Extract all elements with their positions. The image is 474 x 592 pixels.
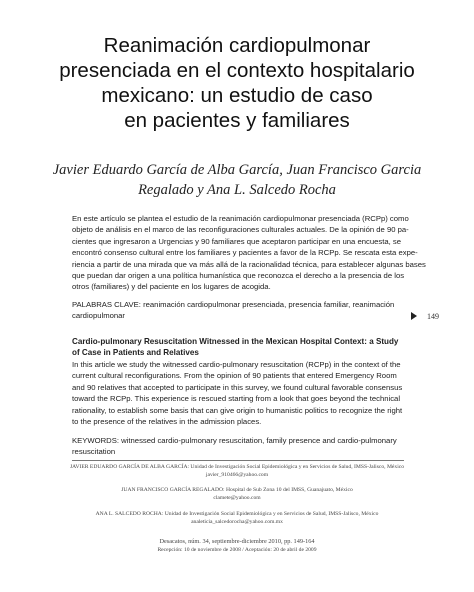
affiliation-email: javier_910466@yahoo.com	[205, 472, 269, 478]
abstract-line: toward the RCPp. This experience is rescued starting from a look that goes beyond the technical	[72, 394, 401, 404]
abstract-line: to the presence of the relatives in the admission places.	[72, 417, 262, 427]
abstract-line: objeto de análisis en el marco de las reconfiguraciones culturales actuales. De la opinión de 90 pa-	[72, 225, 409, 235]
keywords-line: cardiopulmonar	[72, 311, 125, 321]
authors-line: Regalado y Ana L. Salcedo Rocha	[138, 182, 336, 198]
journal-dates: Recepción: 10 de noviembre de 2008 / Aceptación: 20 de abril de 2009	[157, 547, 317, 553]
affiliation-1	[40, 463, 434, 479]
page-marker-triangle-icon	[411, 312, 417, 320]
journal-info	[40, 537, 434, 554]
abstract-line: cientes que ingresaron a Urgencias y 90 familiares que aceptaron participar en una encuesta, se	[72, 236, 402, 246]
title-line: mexicano: un estudio de caso	[101, 84, 373, 107]
affiliation-email: clamete@yahoo.com	[213, 495, 261, 501]
affiliation-2	[40, 486, 434, 502]
abstract-line: rationality, to establish some basis that can give origin to humanistic politics to recognize the right	[72, 405, 403, 415]
footnote-divider	[72, 460, 404, 461]
abstract-line: current cultural reconfigurations. From the opinion of 90 patients that entered Emergency Room	[72, 371, 397, 381]
keywords-line: resuscitation	[72, 447, 116, 457]
abstract-line: otros (familiares) y del paciente en los lugares de acogida.	[72, 282, 271, 292]
page-number	[411, 312, 439, 321]
abstract-line: encontró consenso cultural entre los familiares y pacientes a favor de la RCPp. Se rescata esta expe-	[72, 248, 418, 258]
keywords-line: KEYWORDS: witnessed cardio-pulmonary resuscitation, family presence and cardio-pulmonary	[72, 436, 397, 445]
heading-line: of Case in Patients and Relatives	[72, 348, 199, 358]
heading-line: Cardio-pulmonary Resuscitation Witnessed in the Mexican Hospital Context: a Study	[72, 337, 399, 346]
abstract-line: In this article we study the witnessed cardio-pulmonary resuscitation (RCPp) in the context of the	[72, 360, 401, 369]
abstract-spanish	[72, 213, 426, 293]
keywords-english	[72, 435, 404, 458]
abstract-english	[72, 359, 404, 427]
page-number-text: 149	[427, 312, 439, 321]
affiliation-email: analeticia_salcedorocha@yahoo.com.mx	[191, 519, 283, 525]
article-title	[20, 33, 454, 133]
article-authors	[20, 160, 454, 200]
english-title-heading	[72, 336, 404, 359]
title-line: presenciada en el contexto hospitalario	[59, 59, 415, 82]
abstract-line: and 90 relatives that accepted to participate in this survey, we found cultural favorable consensus	[72, 382, 403, 392]
title-line: en pacientes y familiares	[124, 109, 350, 132]
journal-citation: Desacatos, núm. 34, septiembre-diciembre 2010, pp. 149-164	[159, 538, 315, 545]
affiliation-line: ANA L. SALCEDO ROCHA: Unidad de Investigación Social Epidemiológica y en Servicios de Salud, IMSS-Jalisco, México	[95, 511, 379, 517]
affiliation-line: JAVIER EDUARDO GARCÍA DE ALBA GARCÍA: Unidad de Investigación Social Epidemiológica y en Servicios de Salud, IMSS-Jalisco, México	[69, 464, 405, 470]
abstract-line: En este artículo se plantea el estudio de la reanimación cardiopulmonar presenciada (RCPp) como	[72, 214, 409, 223]
title-line: Reanimación cardiopulmonar	[103, 34, 371, 57]
affiliation-3	[40, 510, 434, 526]
keywords-line: PALABRAS CLAVE: reanimación cardiopulmonar presenciada, presencia familiar, reanimación	[72, 300, 395, 309]
abstract-line: riencia a partir de una mirada que va más allá de la racionalidad técnica, para establecer algunas bases	[72, 259, 426, 269]
affiliation-line: JUAN FRANCISCO GARCÍA REGALADO: Hospital de Sub Zona 10 del IMSS, Guanajuato, México	[121, 487, 353, 493]
keywords-spanish	[72, 299, 404, 322]
authors-line: Javier Eduardo García de Alba García, Juan Francisco Garcia	[52, 162, 422, 178]
abstract-line: que puedan dar origen a una política humanística que reconozca el derecho a la presencia de los	[72, 271, 405, 281]
